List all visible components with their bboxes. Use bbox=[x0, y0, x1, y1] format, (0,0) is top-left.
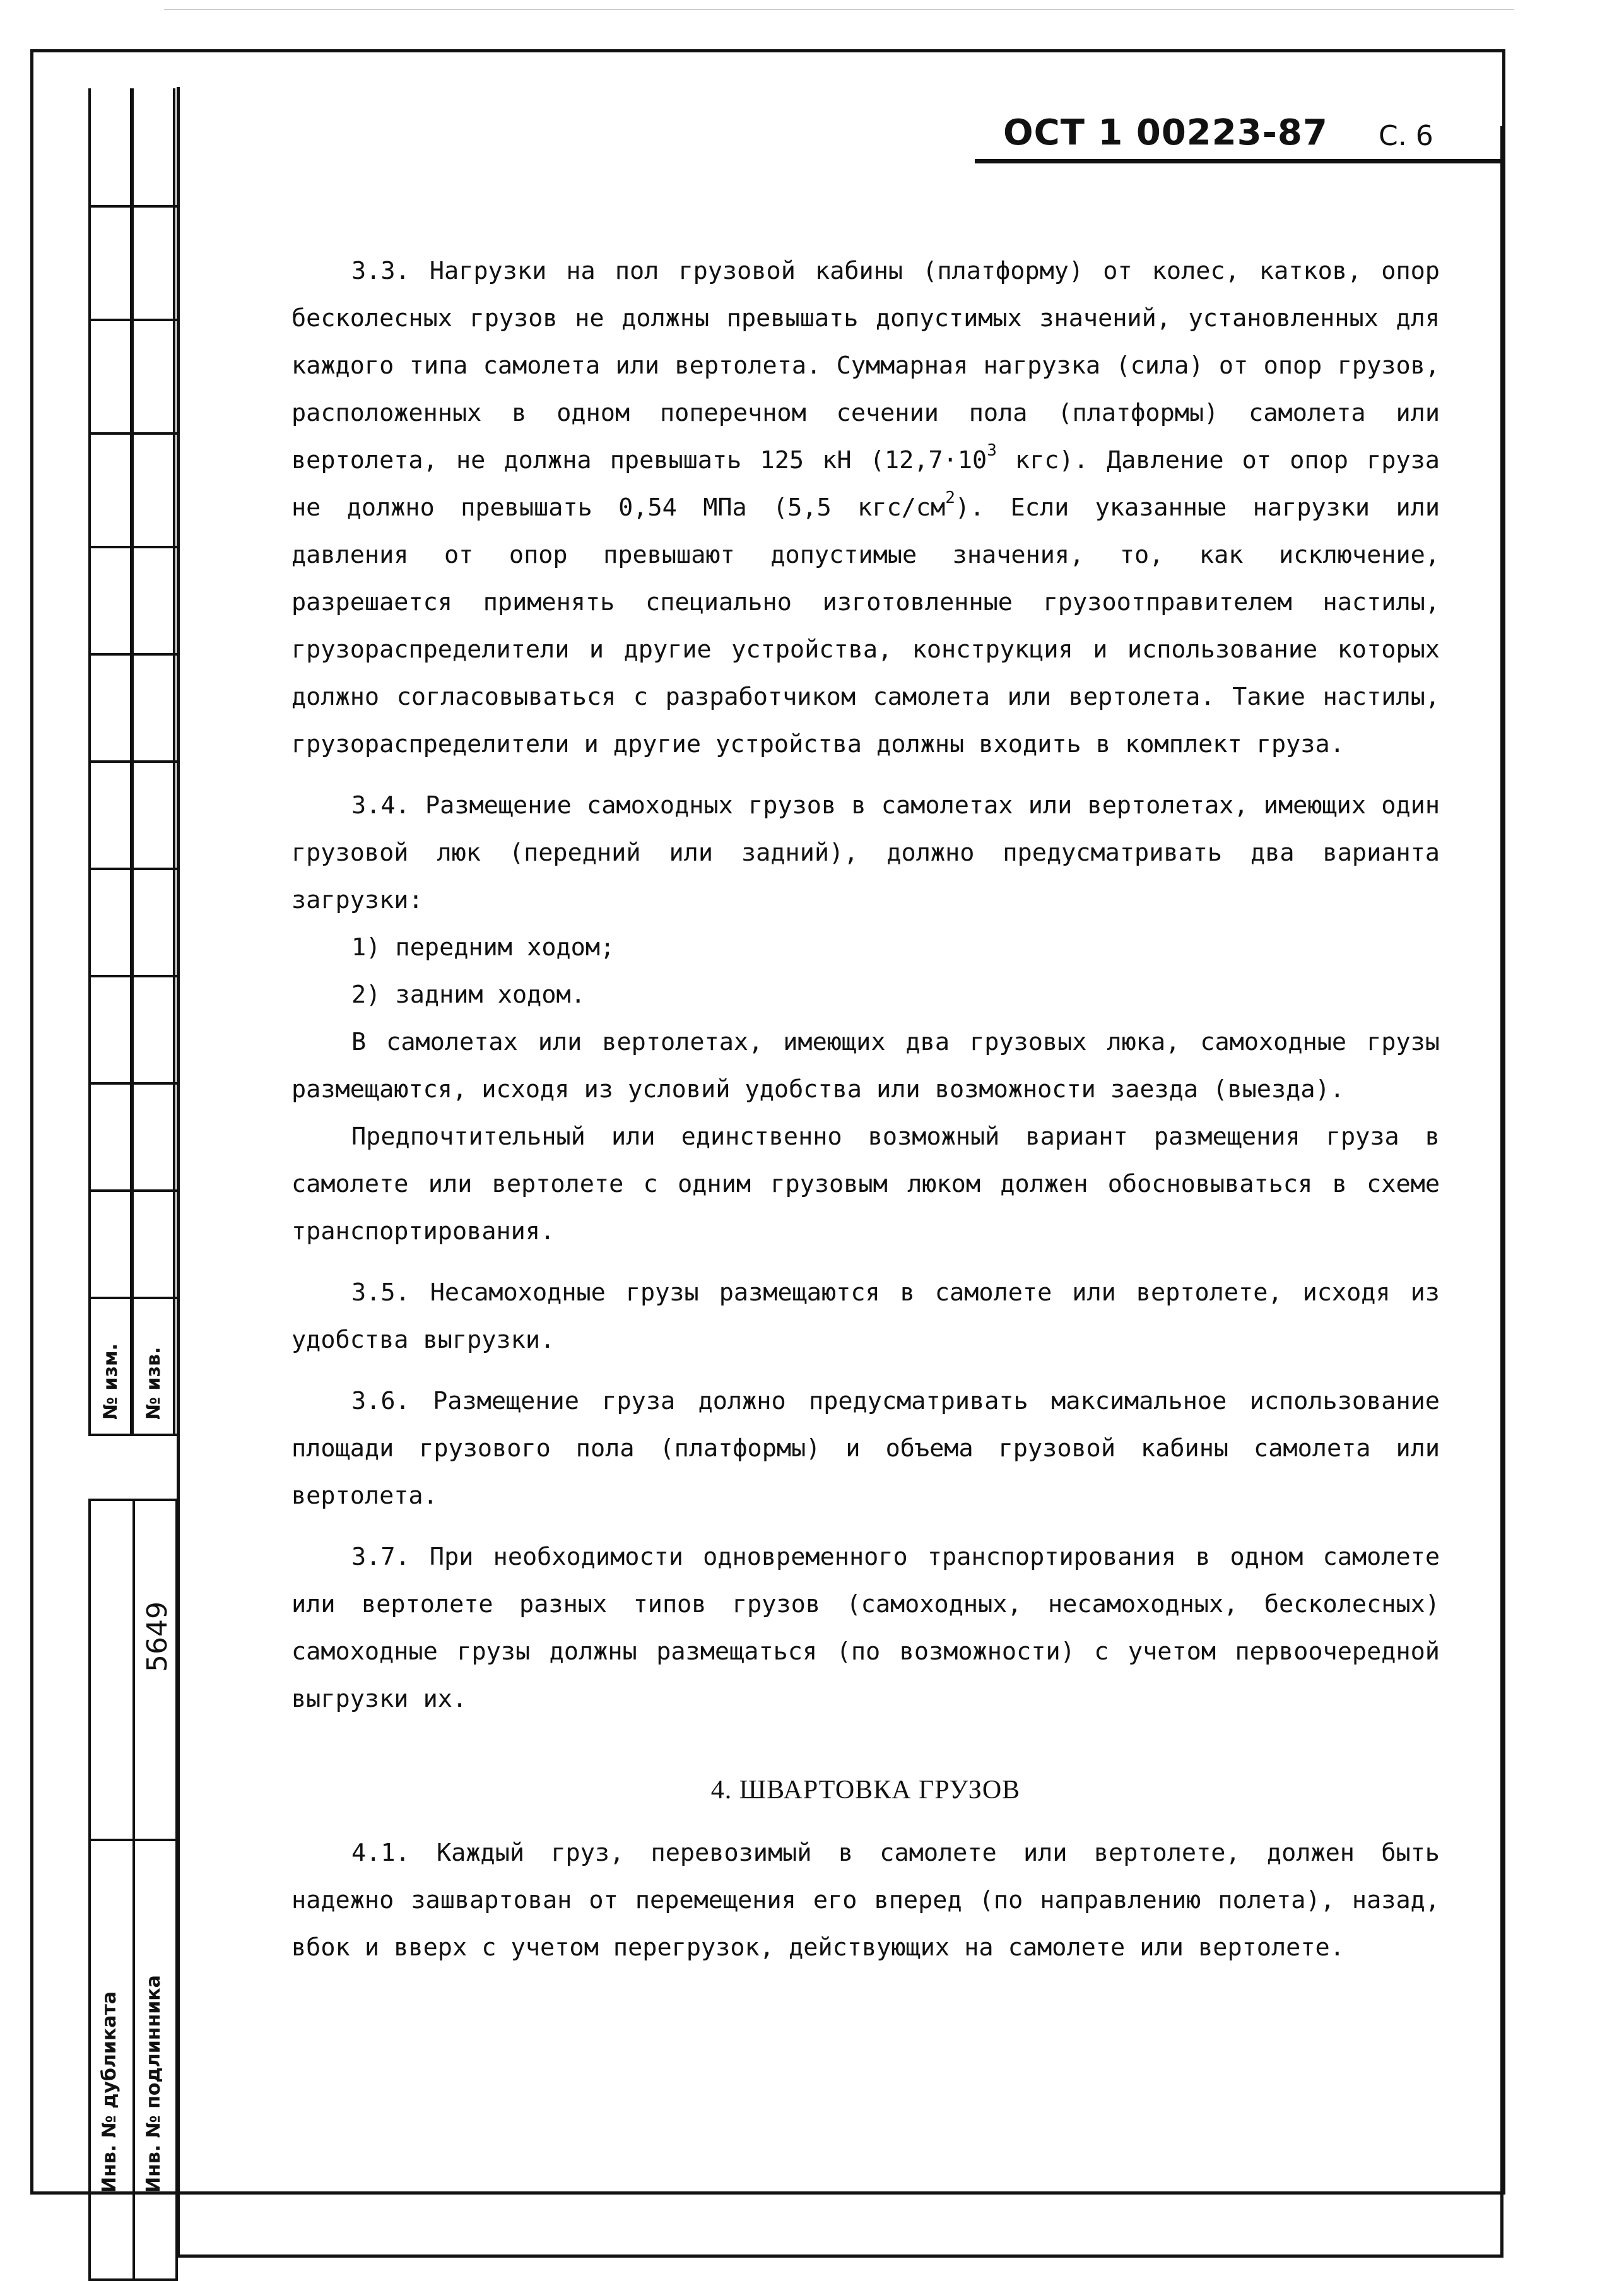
page-header bbox=[975, 112, 1503, 163]
stamp-row-line bbox=[88, 1189, 178, 1192]
left-stamp-strip bbox=[88, 88, 178, 2196]
stamp-lower-sep bbox=[91, 1839, 175, 1841]
no-izm-label: № изм. bbox=[100, 1343, 122, 1420]
paragraph-3-7: 3.7. При необходимости одновременного транспортирования в одном самолете или вертолете разных типов грузов (самоходных, несамоходных, бесколесных) самоходные грузы должны размещаться (по возможности) с учетом первоочередной выгрузки их. bbox=[291, 1543, 1440, 1713]
stamp-row-line bbox=[88, 319, 178, 321]
section-4-title: 4. ШВАРТОВКА ГРУЗОВ bbox=[710, 1776, 1021, 1805]
right-frame-line bbox=[1500, 126, 1503, 2258]
stamp-row-line bbox=[88, 760, 178, 763]
document-code: ОСТ 1 00223-87 bbox=[1003, 112, 1328, 153]
document-body bbox=[291, 247, 1440, 1985]
paragraph-3-4-b: В самолетах или вертолетах, имеющих два грузовых люка, самоходные грузы размещаются, исходя из условий удобства или возможности заезда (выезда). bbox=[291, 1028, 1440, 1104]
inventory-number: 5649 bbox=[141, 1601, 174, 1672]
stamp-row-line bbox=[88, 546, 178, 548]
stamp-row-line bbox=[88, 205, 178, 208]
stamp-row-line bbox=[88, 1082, 178, 1085]
top-edge-line bbox=[164, 9, 1514, 10]
list-item-2: 2) задним ходом. bbox=[351, 981, 585, 1009]
header-underline bbox=[975, 159, 1503, 163]
paragraph-3-3-part3: ). Если указанные нагрузки или давления от опор превышают допустимые значения, то, как исключение, разрешается применять специально изготовленные грузоотправителем настилы, грузораспределители и другие устройства, конструкция и использование которых должно согласовываться с разработчиком самолета или вертолета. Такие настилы, грузораспределители и другие устройства должны входить в комплект груза. bbox=[291, 493, 1440, 758]
paragraph-4-1: 4.1. Каждый груз, перевозимый в самолете или вертолете, должен быть надежно зашвартован от перемещения его вперед (по направлению полета), назад, вбок и вверх с учетом перегрузок, действующих на самолете или вертолете. bbox=[291, 1839, 1440, 1962]
inv-no-podlinnika-label: Инв. № подлинника bbox=[143, 1975, 165, 2193]
list-item-1: 1) передним ходом; bbox=[351, 933, 615, 962]
stamp-lower-divider bbox=[132, 1501, 135, 2278]
paragraph-3-4: 3.4. Размещение самоходных грузов в самолетах или вертолетах, имеющих один грузовой люк (передний или задний), должно предусматривать два варианта загрузки: bbox=[291, 791, 1440, 914]
superscript-2: 2 bbox=[945, 488, 955, 508]
paragraph-3-4-c: Предпочтительный или единственно возможный вариант размещения груза в самолете или вертолете с одним грузовым люком должен обосновываться в схеме транспортирования. bbox=[291, 1123, 1440, 1246]
superscript-3: 3 bbox=[987, 441, 997, 461]
paragraph-3-3-part2: кгс). Давление от опор груза не должно превышать 0,54 МПа (5,5 кгс/см bbox=[291, 446, 1440, 522]
paragraph-3-3 bbox=[291, 247, 1440, 768]
stamp-row-line bbox=[88, 975, 178, 977]
stamp-row-line bbox=[88, 432, 178, 435]
no-izv-label: № изв. bbox=[143, 1347, 165, 1420]
inv-no-dublikata-label: Инв. № дубликата bbox=[98, 1991, 121, 2193]
paragraph-3-6: 3.6. Размещение груза должно предусматривать максимальное использование площади грузового пола (платформы) и объема грузовой кабины самолета или вертолета. bbox=[291, 1387, 1440, 1510]
stamp-row-line bbox=[88, 1434, 178, 1436]
paragraph-3-5: 3.5. Несамоходные грузы размещаются в самолете или вертолете, исходя из удобства выгрузки. bbox=[291, 1278, 1440, 1354]
paragraph-3-3-part1: 3.3. Нагрузки на пол грузовой кабины (платформу) от колес, катков, опор бесколесных грузов не должны превышать допустимых значений, установленных для каждого типа самолета или вертолета. Суммарная нагрузка (сила) от опор грузов, расположенных в одном поперечном сечении пола (платформы) самолета или вертолета, не должна превышать 125 кН (12,7·10 bbox=[291, 257, 1440, 474]
stamp-row-line bbox=[88, 868, 178, 870]
stamp-row-line bbox=[88, 653, 178, 656]
stamp-row-line bbox=[88, 1297, 178, 1299]
page-number: С. 6 bbox=[1379, 120, 1433, 152]
